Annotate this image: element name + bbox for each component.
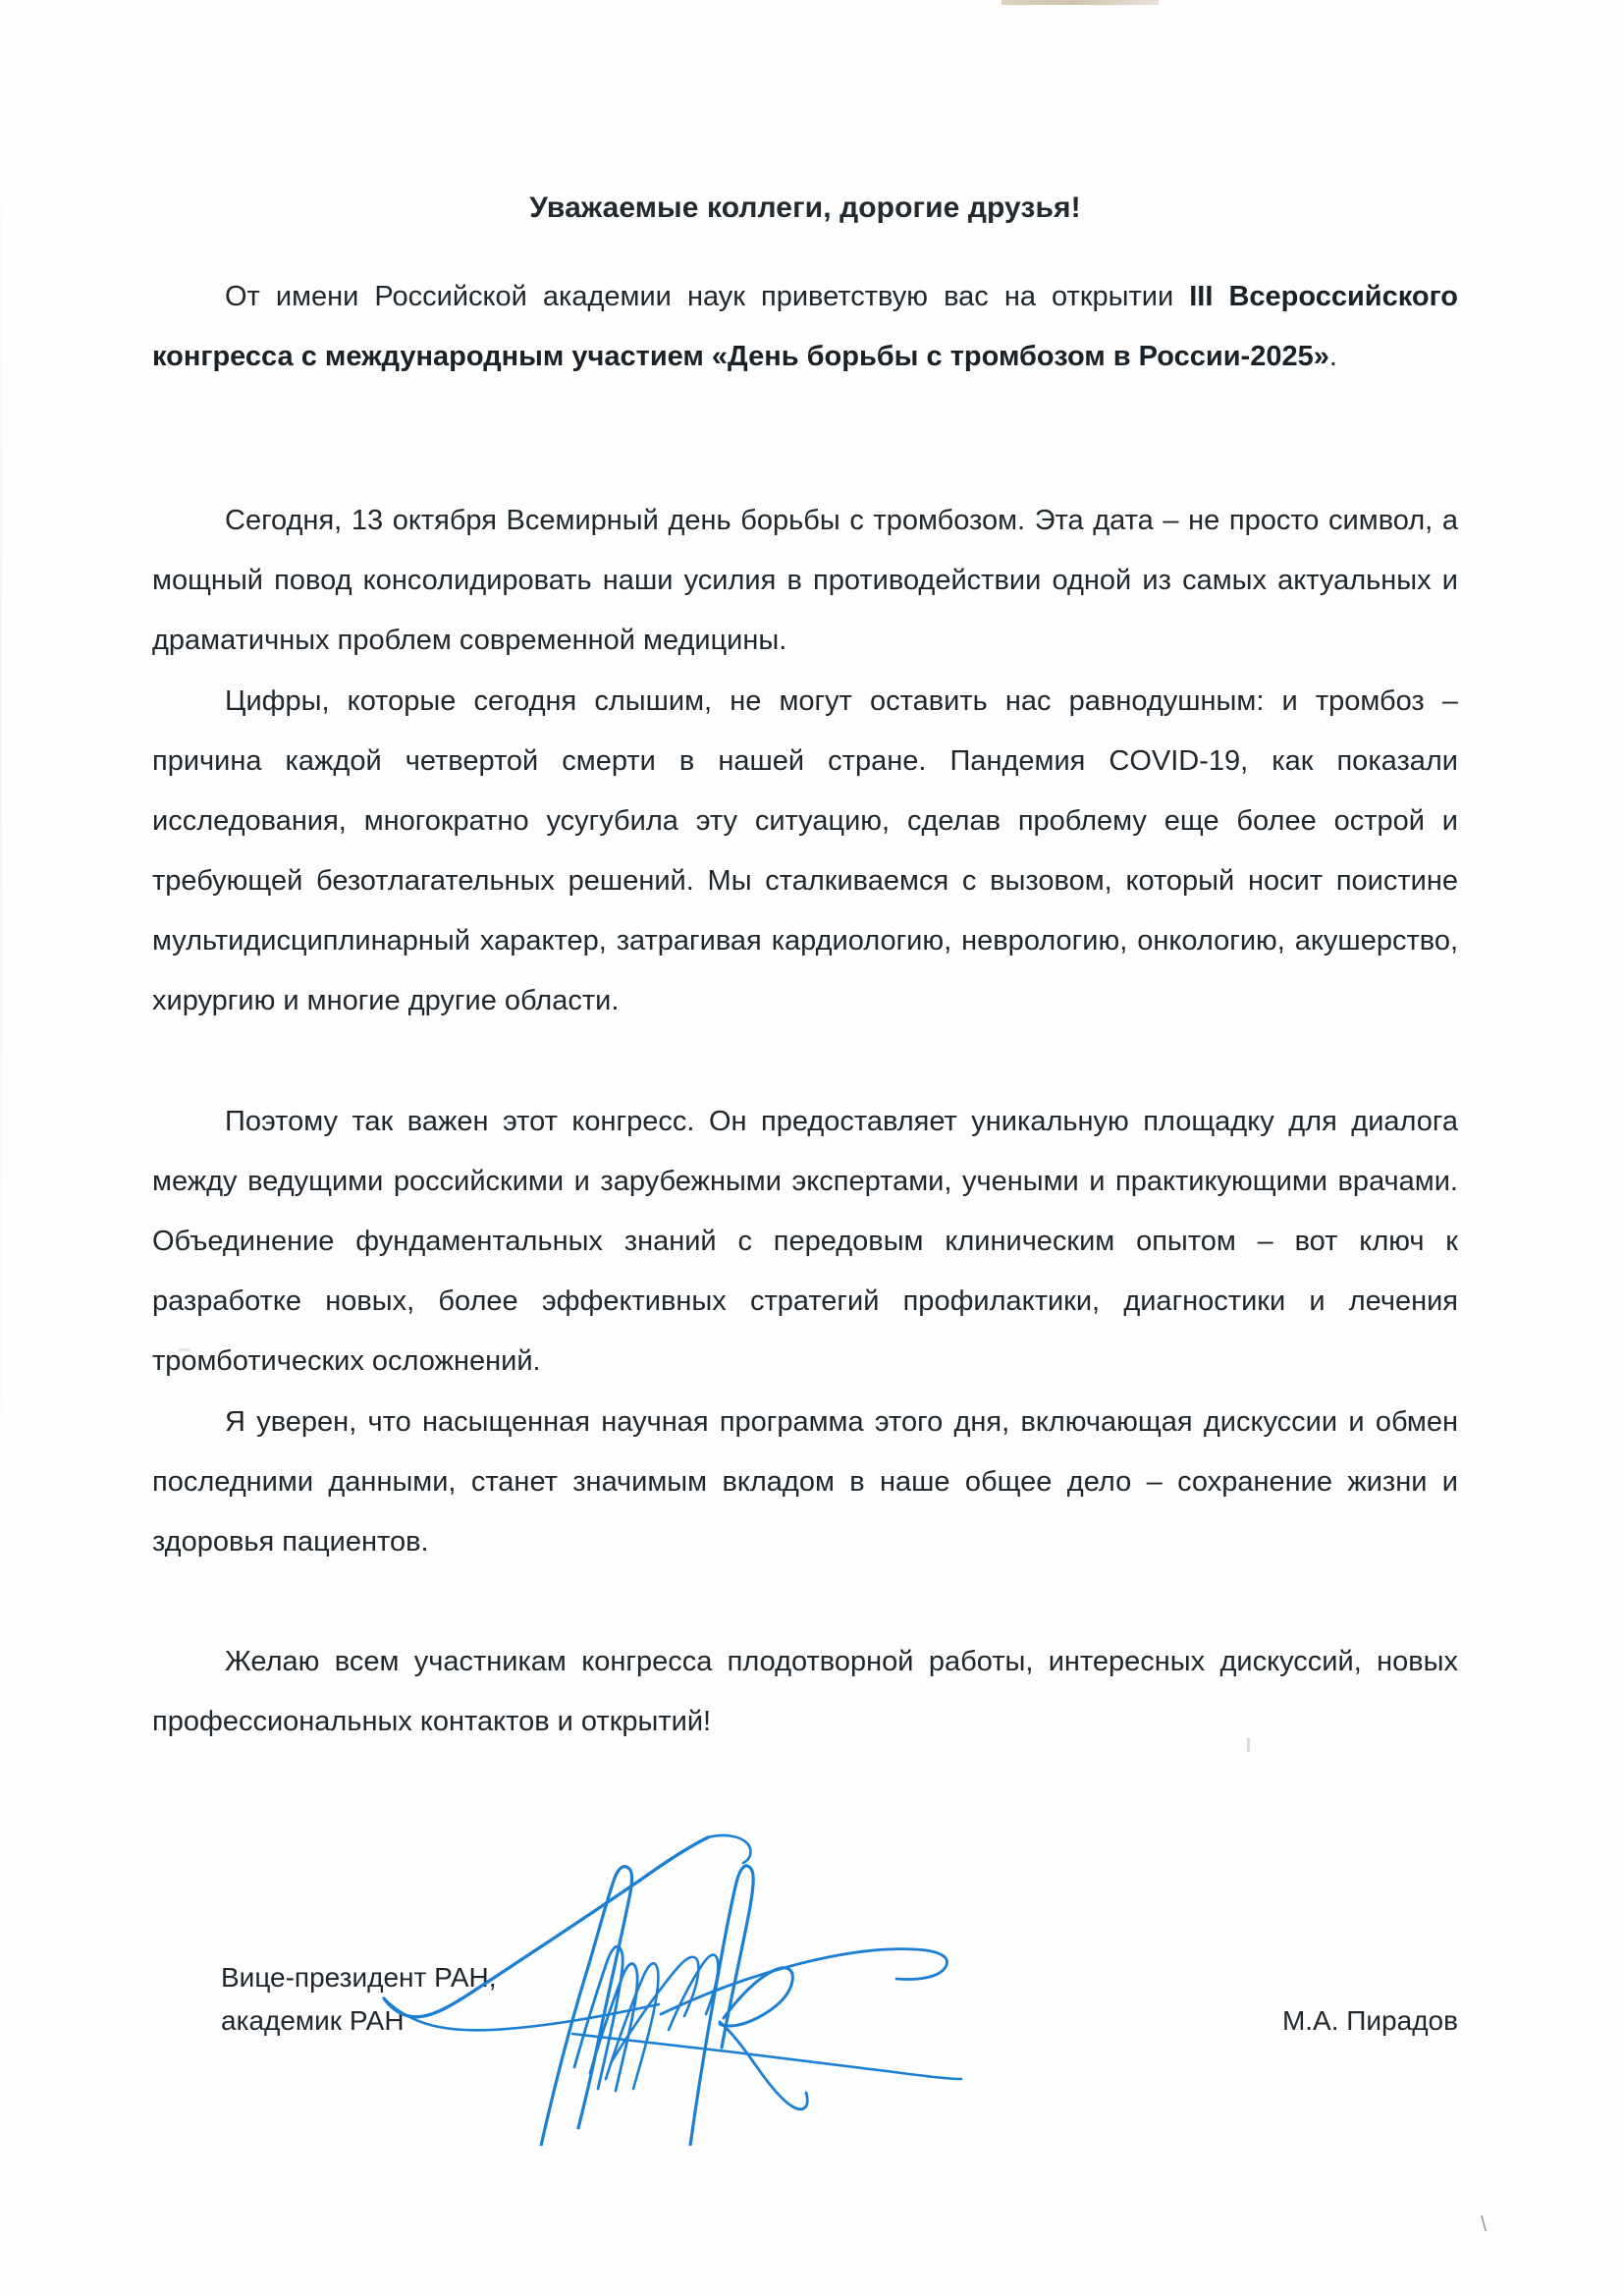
paragraph-statistics bbox=[152, 672, 1458, 1031]
signer-name: М.А. Пирадов bbox=[1281, 2005, 1458, 2036]
page-title: Уважаемые коллеги, дорогие друзья! bbox=[529, 191, 1081, 224]
paragraph-wishes-text: Желаю всем участникам конгресса плодотворной работы, интересных дискуссий, новых профессиональных контактов и открытий! bbox=[152, 1646, 1458, 1737]
paragraph-date-text: Сегодня, 13 октября Всемирный день борьбы с тромбозом. Эта дата – не просто символ, а мощный повод консолидировать наши усилия в противодействии одной из самых актуальных и драматичных проблем современной медицины. bbox=[152, 505, 1458, 656]
paragraph-greeting-tail: . bbox=[1328, 341, 1337, 372]
paragraph-program bbox=[152, 1393, 1458, 1572]
signer-role bbox=[221, 1956, 497, 2043]
scan-edge-artifact bbox=[1001, 0, 1159, 5]
paragraph-wishes bbox=[152, 1632, 1458, 1752]
paragraph-statistics-text: Цифры, которые сегодня слышим, не могут оставить нас равнодушным: и тромбоз – причина каждой четвертой смерти в нашей стране. Пандемия COVID-19, как показали исследования, многократно усугубила эту ситуацию, сделав проблему еще более острой и требующей безотлагательных решений. Мы сталкиваемся с вызовом, который носит поистине мультидисциплинарный характер, затрагивая кардиологию, неврологию, онкологию, акушерство, хирургию и многие другие области. bbox=[152, 685, 1458, 1016]
signer-role-line1: Вице-президент РАН, bbox=[221, 1962, 497, 1993]
scan-footer-mark: \ bbox=[1481, 2212, 1488, 2236]
signer-role-line2: академик РАН bbox=[221, 2005, 405, 2036]
paragraph-greeting-lead: От имени Российской академии наук приветствую вас на открытии bbox=[225, 281, 1190, 312]
paragraph-greeting bbox=[152, 267, 1458, 387]
paragraph-congress-importance bbox=[152, 1092, 1458, 1392]
paragraph-congress-importance-text: Поэтому так важен этот конгресс. Он предоставляет уникальную площадку для диалога между ведущими российскими и зарубежными экспертами, учеными и практикующими врачами. Объединение фундаментальных знаний с передовым клиническим опытом – вот ключ к разработке новых, более эффективных стратегий профилактики, диагностики и лечения тромботических осложнений. bbox=[152, 1106, 1458, 1377]
paragraph-program-text: Я уверен, что насыщенная научная программа этого дня, включающая дискуссии и обмен последними данными, станет значимым вкладом в наше общее дело – сохранение жизни и здоровья пациентов. bbox=[152, 1406, 1458, 1558]
congress-name: III Всероссийского конгресса с международным участием «День борьбы с тромбозом в России-2025» bbox=[152, 281, 1458, 372]
paragraph-date bbox=[152, 491, 1458, 671]
signature-block bbox=[221, 1920, 1458, 2136]
scan-left-edge bbox=[0, 0, 2, 2296]
